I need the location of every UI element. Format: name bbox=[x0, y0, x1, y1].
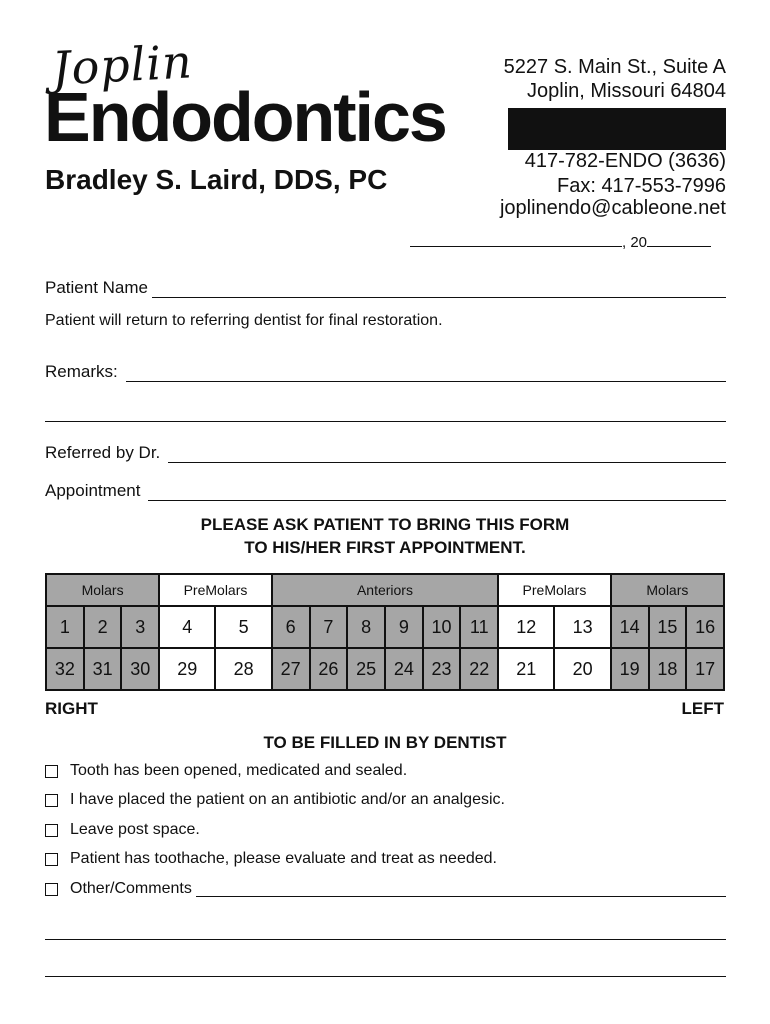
teeth-group-header bbox=[46, 574, 724, 606]
tooth-cell[interactable]: 23 bbox=[423, 648, 461, 690]
tooth-cell[interactable]: 10 bbox=[423, 606, 461, 648]
doctor-name: Bradley S. Laird, DDS, PC bbox=[45, 164, 388, 195]
notice-line2: TO HIS/HER FIRST APPOINTMENT. bbox=[244, 538, 526, 557]
tooth-cell[interactable]: 7 bbox=[310, 606, 348, 648]
tooth-cell[interactable]: 19 bbox=[611, 648, 649, 690]
tooth-cell[interactable]: 31 bbox=[84, 648, 122, 690]
tooth-cell[interactable]: 20 bbox=[554, 648, 610, 690]
logo-script-text: Joplin bbox=[50, 34, 194, 96]
checkbox[interactable] bbox=[45, 794, 58, 807]
tooth-cell[interactable]: 18 bbox=[649, 648, 687, 690]
address-line2: Joplin, Missouri 64804 bbox=[527, 80, 726, 102]
checklist-item[interactable] bbox=[45, 762, 407, 780]
remarks-blank-2[interactable] bbox=[45, 420, 726, 422]
tooth-cell[interactable]: 26 bbox=[310, 648, 348, 690]
patient-name-blank[interactable] bbox=[152, 279, 726, 298]
checkbox[interactable] bbox=[45, 853, 58, 866]
appointment-label: Appointment bbox=[45, 481, 141, 500]
tooth-group-label: PreMolars bbox=[498, 574, 611, 606]
tooth-cell[interactable]: 14 bbox=[611, 606, 649, 648]
tooth-cell[interactable]: 6 bbox=[272, 606, 310, 648]
checklist-item-label: I have placed the patient on an antibiotic and/or an analgesic. bbox=[70, 791, 505, 808]
address-line1: 5227 S. Main St., Suite A bbox=[503, 56, 726, 78]
tooth-cell[interactable]: 15 bbox=[649, 606, 687, 648]
tooth-group-label: Molars bbox=[611, 574, 724, 606]
tooth-cell[interactable]: 5 bbox=[215, 606, 271, 648]
date-blank[interactable] bbox=[410, 232, 622, 247]
teeth-chart bbox=[45, 573, 725, 691]
remarks-blank[interactable] bbox=[126, 363, 726, 382]
remarks-label: Remarks: bbox=[45, 362, 118, 381]
tooth-group-label: Anteriors bbox=[272, 574, 498, 606]
checklist-item-label: Leave post space. bbox=[70, 821, 200, 838]
comments-blank-3[interactable] bbox=[45, 975, 726, 977]
checklist-item-label: Tooth has been opened, medicated and sealed. bbox=[70, 762, 408, 779]
tooth-cell[interactable]: 28 bbox=[215, 648, 271, 690]
referred-label: Referred by Dr. bbox=[45, 443, 161, 462]
notice-line1: PLEASE ASK PATIENT TO BRING THIS FORM bbox=[200, 515, 570, 534]
tooth-cell[interactable]: 11 bbox=[460, 606, 498, 648]
appointment-field[interactable] bbox=[45, 481, 726, 501]
appointment-blank[interactable] bbox=[148, 482, 726, 501]
tooth-cell[interactable]: 9 bbox=[385, 606, 423, 648]
return-note: Patient will return to referring dentist for final restoration. bbox=[45, 312, 443, 329]
checkbox[interactable] bbox=[45, 883, 58, 896]
tooth-group-label: PreMolars bbox=[159, 574, 272, 606]
referred-blank[interactable] bbox=[168, 444, 726, 463]
lower-teeth-row bbox=[46, 648, 724, 690]
tooth-cell[interactable]: 24 bbox=[385, 648, 423, 690]
fax-number: Fax: 417-553-7996 bbox=[556, 175, 726, 197]
referred-field[interactable] bbox=[45, 443, 726, 463]
checklist-item-label: Patient has toothache, please evaluate and treat as needed. bbox=[70, 850, 497, 867]
upper-teeth-row bbox=[46, 606, 724, 648]
tooth-cell[interactable]: 1 bbox=[46, 606, 84, 648]
year-blank[interactable] bbox=[647, 232, 711, 247]
tooth-cell[interactable]: 22 bbox=[460, 648, 498, 690]
checklist-item-other[interactable] bbox=[45, 880, 726, 898]
phone-number: 417-782-ENDO (3636) bbox=[524, 150, 726, 172]
right-label: RIGHT bbox=[45, 699, 98, 718]
patient-name-field[interactable] bbox=[45, 278, 726, 298]
comments-blank-2[interactable] bbox=[45, 938, 726, 940]
checkbox[interactable] bbox=[45, 824, 58, 837]
tooth-cell[interactable]: 30 bbox=[121, 648, 159, 690]
date-field[interactable] bbox=[410, 232, 711, 251]
tooth-cell[interactable]: 12 bbox=[498, 606, 554, 648]
checklist-item-label: Other/Comments bbox=[70, 880, 192, 897]
tooth-cell[interactable]: 32 bbox=[46, 648, 84, 690]
dentist-section-title: TO BE FILLED IN BY DENTIST bbox=[263, 733, 507, 752]
tooth-cell[interactable]: 16 bbox=[686, 606, 724, 648]
tooth-cell[interactable]: 2 bbox=[84, 606, 122, 648]
checklist-item[interactable] bbox=[45, 850, 497, 868]
tooth-cell[interactable]: 27 bbox=[272, 648, 310, 690]
tooth-cell[interactable]: 3 bbox=[121, 606, 159, 648]
tooth-cell[interactable]: 25 bbox=[347, 648, 385, 690]
remarks-field[interactable] bbox=[45, 362, 726, 382]
tooth-cell[interactable]: 17 bbox=[686, 648, 724, 690]
patient-name-label: Patient Name bbox=[45, 278, 148, 297]
tooth-group-label: Molars bbox=[46, 574, 159, 606]
tooth-cell[interactable]: 21 bbox=[498, 648, 554, 690]
other-comments-blank[interactable] bbox=[196, 882, 726, 897]
left-label: LEFT bbox=[681, 699, 724, 718]
checklist-item[interactable] bbox=[45, 821, 200, 839]
tooth-cell[interactable]: 8 bbox=[347, 606, 385, 648]
checkbox[interactable] bbox=[45, 765, 58, 778]
logo-brand-text: Endodontics bbox=[44, 78, 446, 156]
date-prefix: , 20 bbox=[622, 234, 648, 251]
tooth-cell[interactable]: 29 bbox=[159, 648, 215, 690]
tooth-cell[interactable]: 4 bbox=[159, 606, 215, 648]
email-address: joplinendo@cableone.net bbox=[499, 197, 726, 219]
redacted-bar bbox=[508, 108, 726, 150]
checklist-item[interactable] bbox=[45, 791, 505, 809]
tooth-cell[interactable]: 13 bbox=[554, 606, 610, 648]
